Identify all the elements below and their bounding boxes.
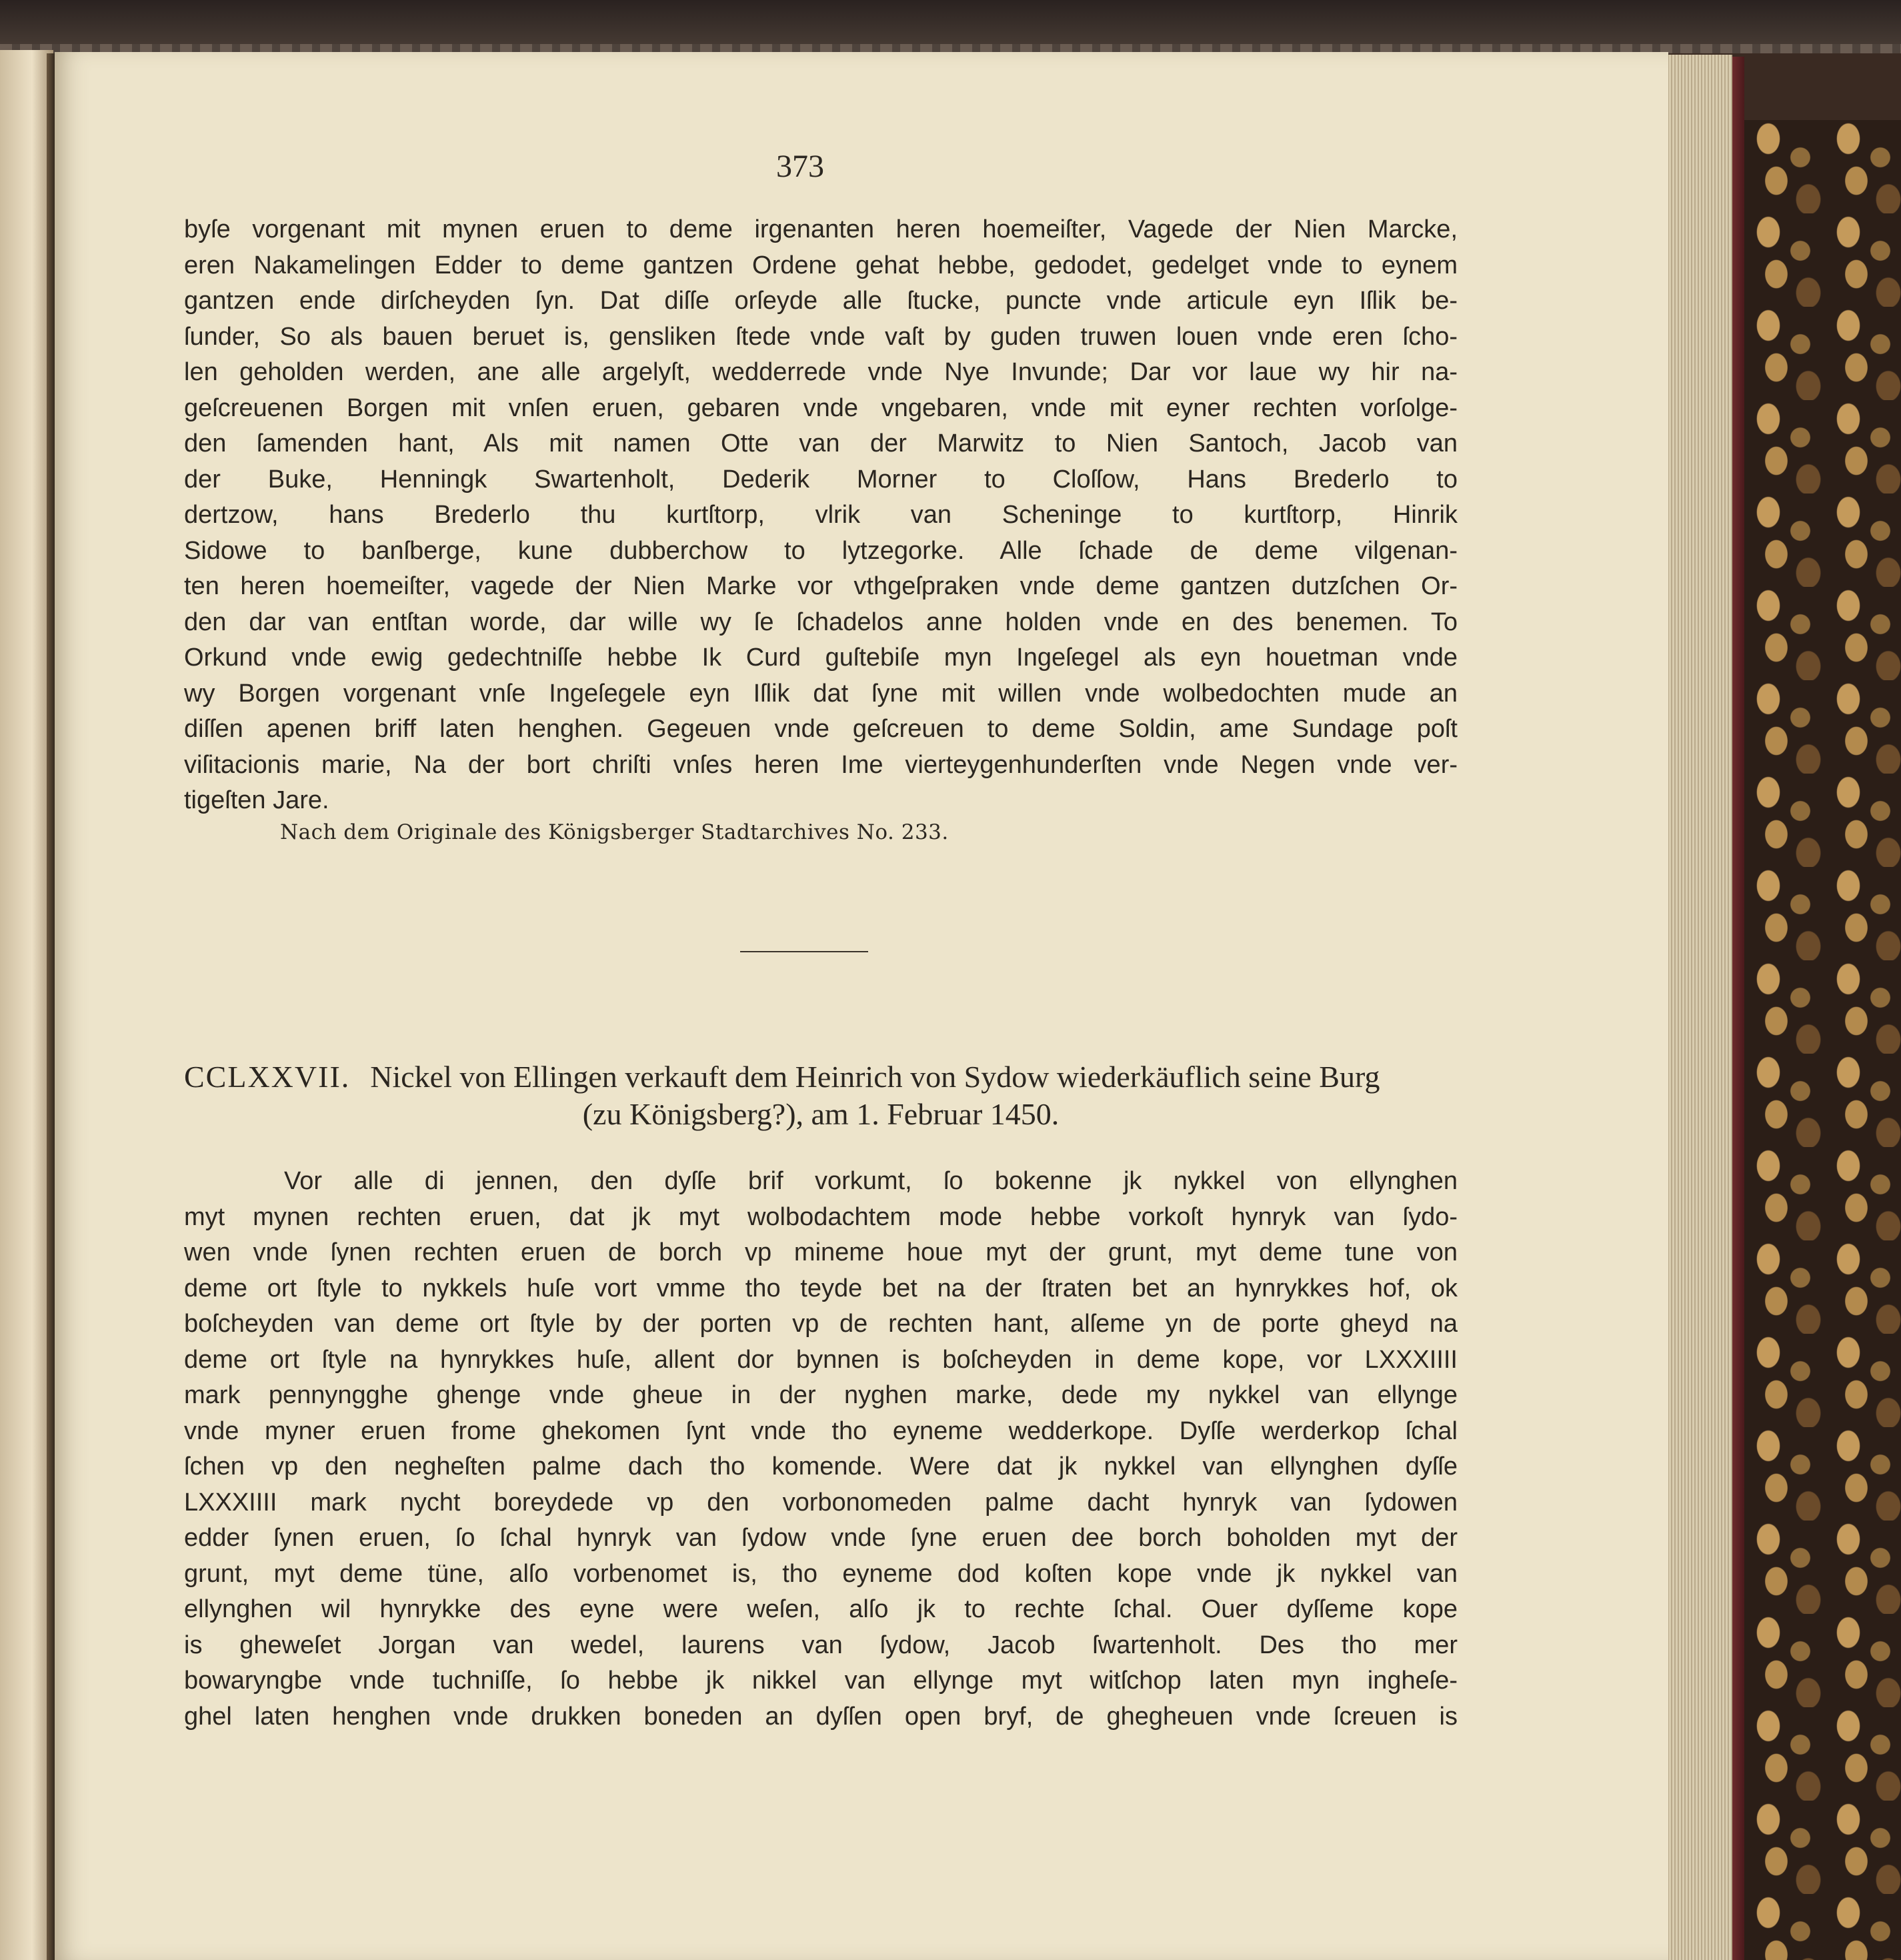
text-line: diſſen apenen briff laten henghen. Gegeuen vnde geſcreuen to deme Soldin, ame Sundage poſt	[184, 715, 1458, 743]
marbled-cover	[1744, 120, 1901, 1960]
heading-title-line1: Nickel von Ellingen verkauft dem Heinrich von Sydow wiederkäuflich seine Burg	[370, 1060, 1380, 1094]
text-line: gantzen ende dirſcheyden ſyn. Dat diſſe orſeyde alle ſtucke, puncte vnde articule eyn Iſlik be-	[184, 287, 1458, 315]
source-note: Nach dem Originale des Königsberger Stadtarchives No. 233.	[280, 820, 949, 844]
page-number: 373	[776, 149, 824, 184]
text-line: ghel laten henghen vnde drukken boneden an dyſſen open bryf, de ghegheuen vnde ſcreuen is	[184, 1702, 1458, 1731]
heading-title-line2: (zu Königsberg?), am 1. Februar 1450.	[582, 1097, 1060, 1131]
text-line: Sidowe to banſberge, kune dubberchow to lytzegorke. Alle ſchade de deme vilgenan-	[184, 536, 1458, 565]
text-line: ten heren hoemeiſter, vagede der Nien Marke vor vthgeſpraken vnde deme gantzen dutzſchen Or-	[184, 572, 1458, 600]
text-line: der Buke, Henningk Swartenholt, Dederik Morner to Cloſſow, Hans Brederlo to	[184, 465, 1458, 494]
text-line: ſunder, So als bauen beruet is, gensliken ſtede vnde vaſt by guden truwen louen vnde eren ſcho-	[184, 322, 1458, 351]
text-line: Vor alle di jennen, den dyſſe brif vorkumt, ſo bokenne jk nykkel von ellynghen	[284, 1167, 1458, 1195]
charter-text-continued	[184, 212, 1458, 819]
text-line: geſcreuenen Borgen mit vnſen eruen, gebaren vnde vngebaren, vnde mit eyner rechten vorſolge-	[184, 393, 1458, 422]
text-line: byſe vorgenant mit mynen eruen to deme irgenanten heren hoemeiſter, Vagede der Nien Marcke,	[184, 215, 1458, 243]
text-line: tigeſten Jare.	[184, 786, 329, 814]
book-top-edge	[0, 0, 1901, 53]
text-line: grunt, myt deme tüne, alſo vorbenomet is, tho eyneme dod koſten kope vnde jk nykkel van	[184, 1559, 1458, 1588]
document-heading	[184, 1058, 1458, 1133]
charter-body-text	[184, 1164, 1458, 1735]
text-line: deme ort ſtyle na hynrykkes huſe, allent dor bynnen is boſcheyden in deme kope, vor LXXXIIII	[184, 1345, 1458, 1374]
text-line: edder ſynen eruen, ſo ſchal hynryk van ſydow vnde ſyne eruen dee borch boholden myt der	[184, 1524, 1458, 1552]
page-block-edges	[1659, 55, 1732, 1960]
text-line: deme ort ſtyle to nykkels huſe vort vmme tho teyde bet na der ſtraten bet an hynrykkes hof, ok	[184, 1274, 1458, 1302]
text-line: Orkund vnde ewig gedechtniſſe hebbe Ik Curd guſtebiſe myn Ingeſegel als eyn houetman vnde	[184, 644, 1458, 672]
text-line: viſitacionis marie, Na der bort chriſti vnſes heren Ime vierteygenhunderſten vnde Negen vnde ver-	[184, 750, 1458, 779]
text-line: bowaryngbe vnde tuchniſſe, ſo hebbe jk nikkel van ellynge myt witſchop laten myn ingheſe-	[184, 1667, 1458, 1695]
text-line: LXXXIIII mark nycht boreydede vp den vorbonomeden palme dacht hynryk van ſydowen	[184, 1488, 1458, 1517]
text-line: mark pennyngghe ghenge vnde gheue in der nyghen marke, dede my nykkel van ellynge	[184, 1381, 1458, 1409]
text-line: wy Borgen vorgenant vnſe Ingeſegele eyn Iſlik dat ſyne mit willen vnde wolbedochten mude an	[184, 679, 1458, 708]
text-line: is gheweſet Jorgan van wedel, laurens van ſydow, Jacob ſwartenholt. Des tho mer	[184, 1631, 1458, 1659]
text-line: len geholden werden, ane alle argelyſt, wedderrede vnde Nye Invunde; Dar vor laue wy hir na-	[184, 358, 1458, 386]
text-line: den ſamenden hant, Als mit namen Otte van der Marwitz to Nien Santoch, Jacob van	[184, 429, 1458, 457]
text-line: myt mynen rechten eruen, dat jk myt wolbodachtem mode hebbe vorkoſt hynryk van ſydo-	[184, 1202, 1458, 1231]
binding-leather-strip	[1732, 57, 1744, 1960]
text-line: eren Nakamelingen Edder to deme gantzen Ordene gehat hebbe, gedodet, gedelget vnde to eynem	[184, 251, 1458, 279]
text-line: den dar van entſtan worde, dar wille wy ſe ſchadelos anne holden vnde en des benemen. To	[184, 608, 1458, 636]
text-line: vnde myner eruen frome ghekomen ſynt vnde tho eyneme wedderkope. Dyſſe werderkop ſchal	[184, 1416, 1458, 1445]
text-line: boſcheyden van deme ort ſtyle by der porten vp de rechten hant, alſeme yn de porte gheyd na	[184, 1310, 1458, 1338]
section-divider	[740, 951, 868, 952]
document-number: CCLXXVII.	[184, 1060, 351, 1094]
text-line: ſchen vp den negheſten palme dach tho komende. Were dat jk nykkel van ellynghen dyſſe	[184, 1452, 1458, 1481]
text-line: dertzow, hans Brederlo thu kurtſtorp, vlrik van Scheninge to kurtſtorp, Hinrik	[184, 501, 1458, 529]
text-line: wen vnde ſynen rechten eruen de borch vp mineme houe myt der grunt, myt deme tune von	[184, 1238, 1458, 1266]
left-page-edge	[0, 50, 53, 1960]
text-line: ellynghen wil hynrykke des eyne were weſen, alſo jk to rechte ſchal. Ouer dyſſeme kope	[184, 1595, 1458, 1623]
